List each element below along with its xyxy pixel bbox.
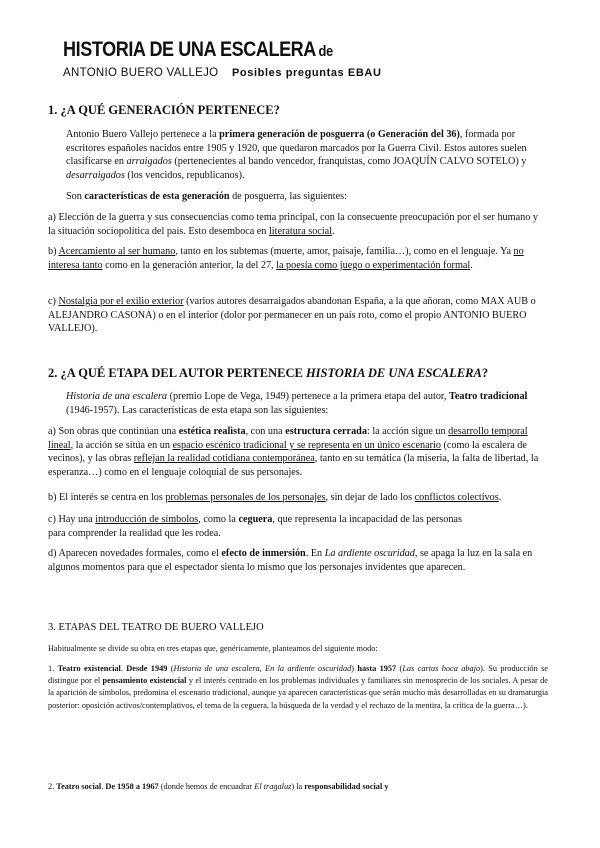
s1-lead-paragraph: Son características de esta generación de posguerra, las siguientes: [66, 191, 347, 202]
section-1-heading: 1. ¿A QUÉ GENERACIÓN PERTENECE? [48, 103, 280, 117]
title-suffix: de [318, 43, 333, 60]
s3-intro-paragraph: Habitualmente se divide su obra en tres etapas que, genéricamente, planteamos del siguiente modo: [48, 644, 378, 653]
document-title [63, 38, 333, 62]
s1-intro-paragraph: Antonio Buero Vallejo pertenece a la primera generación de posguerra (o Generación del 36), formada por escritores españoles nacidos entre 1905 y 1920, que quedaron marcados por la Guerra Civil. Estos autores suelen clasificarse en arraigados (pertenecientes al bando vencedor, franquistas, como JOAQUÍN CALVO SOTELO) y desarraigados (los vencidos, republicanos). [66, 129, 527, 181]
s2-item-b: b) El interés se centra en los problemas personales de los personajes, sin dejar de lado los conflictos colectivos. [48, 492, 502, 503]
author-name: ANTONIO BUERO VALLEJO [63, 67, 219, 79]
s2-intro-paragraph: Historia de una escalera (premio Lope de Vega, 1949) pertenece a la primera etapa del autor, Teatro tradicional (1946-1957). Las características de esta etapa son las siguientes: [66, 391, 528, 416]
s1-item-c: c) Nostalgia por el exilio exterior (varios autores desarraigados abandonan España, a la que añoran, como MAX AUB o ALEJANDRO CASONA) o en el interior (dolor por permanecer en un país roto, como el propio ANTONIO BUERO VALLEJO). [48, 296, 536, 335]
section-3-heading: 3. ETAPAS DEL TEATRO DE BUERO VALLEJO [48, 622, 264, 633]
s2-item-a: a) Son obras que continúan una estética realista, con una estructura cerrada: la acción sigue un desarrollo temporal lineal, la acción se sitúa en un espacio escénico tradicional y se representa en un único escenario (como la escalera de vecinos), y las obras reflejan la realidad cotidiana contemporánea, tanto en su temática (la miseria, la falta de libertad, la esperanza…) como en el lenguaje coloquial de sus personajes. [48, 426, 539, 478]
section-2-heading: 2. ¿A QUÉ ETAPA DEL AUTOR PERTENECE HISTORIA DE UNA ESCALERA? [48, 366, 489, 380]
document-subtitle: Posibles preguntas EBAU [232, 67, 382, 79]
title-text: HISTORIA DE UNA ESCALERA [63, 38, 316, 61]
s3-item-2: 2. Teatro social. De 1958 a 1967 (donde hemos de encuadrar El tragaluz) la responsabilidad social y [48, 782, 389, 791]
s2-item-c: c) Hay una introducción de símbolos, como la ceguera, que representa la incapacidad de las personas para comprender la realidad que les rodea. [48, 514, 462, 539]
s2-item-d: d) Aparecen novedades formales, como el efecto de inmersión. En La ardiente oscuridad, se apaga la luz en la sala en algunos momentos para que el espectador sienta lo mismo que los personajes invidentes que aparecen. [48, 548, 533, 573]
s1-item-b: b) Acercamiento al ser humano, tanto en los subtemas (muerte, amor, paisaje, familia…), como en el lenguaje. Ya no interesa tanto como en la generación anterior, la del 27, la poesía como juego o experimentación formal. [48, 246, 524, 271]
s3-item-1: 1. Teatro existencial. Desde 1949 (Historia de una escalera, En la ardiente oscuridad) hasta 1957 (Las cartas boca abajo). Su producción se distingue por el pensamiento existencial y el interés centrado en los problemas individuales y familiares sin menosprecio de los sociales. A pesar de la aparición de símbolos, predomina el escenario tradicional, aunque ya aparecen características que serán mucho más desarrolladas en su dramaturgia posterior: oposición activos/contemplativos, el tema de la ceguera, la búsqueda de la verdad y el rechazo de la mentira, la crítica de la guerra…). [48, 664, 548, 710]
s1-item-a: a) Elección de la guerra y sus consecuencias como tema principal, con la consecuente preocupación por el ser humano y la situación sociopolítica del país. Esto desemboca en literatura social. [48, 212, 538, 237]
